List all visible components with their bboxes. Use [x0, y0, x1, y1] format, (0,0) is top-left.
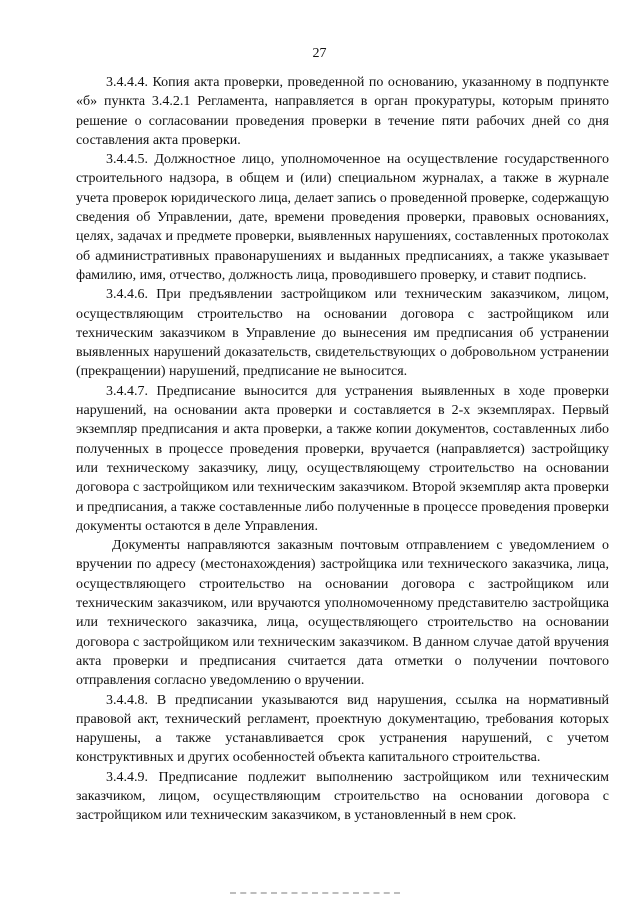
paragraph-documents-delivery: Документы направляются заказным почтовым отправлением с уведомлением о вручении по адресу (местонахождения) застройщика или технического заказчика, лица, осуществляющего строительство на основании договора с застройщиком или техническим заказчиком, или вручаются уполномоченному представителю застройщика или технического заказчика, лица, осуществляющего строительство на основании договора с застройщиком или техническим заказчиком. В данном случае датой вручения акта проверки и предписания считается дата отметки о получении почтового отправления согласно уведомлению о вручении.	[76, 538, 609, 689]
paragraph-3-4-4-7: 3.4.4.7. Предписание выносится для устранения выявленных в ходе проверки нарушений, на основании акта проверки и составляется в 2-х экземплярах. Первый экземпляр предписания и акта проверки, а также копии документов, составленных либо полученных в процессе проведения проверки, вручается (направляется) застройщику или техническому заказчику, лицу, осуществляющему строительство на основании договора с застройщиком или техническим заказчиком. Второй экземпляр акта проверки и предписания, а также составленные либо полученные в процессе проведения проверки документы остаются в деле Управления.	[76, 383, 609, 534]
page-number: 27	[312, 46, 327, 61]
document-body	[76, 73, 609, 826]
paragraph-3-4-4-4: 3.4.4.4. Копия акта проверки, проведенной по основанию, указанному в подпункте «б» пункта 3.4.2.1 Регламента, направляется в орган прокуратуры, которым принято решение о согласовании проведения проверки в течение пяти рабочих дней со дня составления акта проверки.	[76, 75, 609, 148]
paragraph-3-4-4-6: 3.4.4.6. При предъявлении застройщиком или техническим заказчиком, лицом, осуществляющим строительство на основании договора с застройщиком или техническим заказчиком в Управление до вынесения им предписания об устранении выявленных нарушений доказательств, свидетельствующих о добровольном устранении (прекращении) нарушений, предписание не выносится.	[76, 287, 609, 380]
scan-edge-line	[230, 892, 400, 894]
paragraph-3-4-4-9: 3.4.4.9. Предписание подлежит выполнению застройщиком или техническим заказчиком, лицом, осуществляющим строительство на основании договора с застройщиком или техническим заказчиком, в установленный в нем срок.	[76, 769, 609, 824]
paragraph-3-4-4-8: 3.4.4.8. В предписании указываются вид нарушения, ссылка на нормативный правовой акт, технический регламент, проектную документацию, требования которых нарушены, а также устанавливается срок устранения нарушений, с учетом конструктивных и других особенностей объекта капитального строительства.	[76, 692, 609, 766]
paragraph-3-4-4-5: 3.4.4.5. Должностное лицо, уполномоченное на осуществление государственного строительного надзора, в общем и (или) специальном журналах, а также в журнале учета проверок юридического лица, делает запись о проведенной проверке, содержащую сведения об Управлении, дате, времени проведения проверки, правовых основаниях, целях, задачах и предмете проверки, выявленных нарушениях, составленных протоколах об административных правонарушениях и выданных предписаниях, а также указывает фамилию, имя, отчество, должность лица, проводившего проверку, и ставит подпись.	[76, 152, 609, 283]
